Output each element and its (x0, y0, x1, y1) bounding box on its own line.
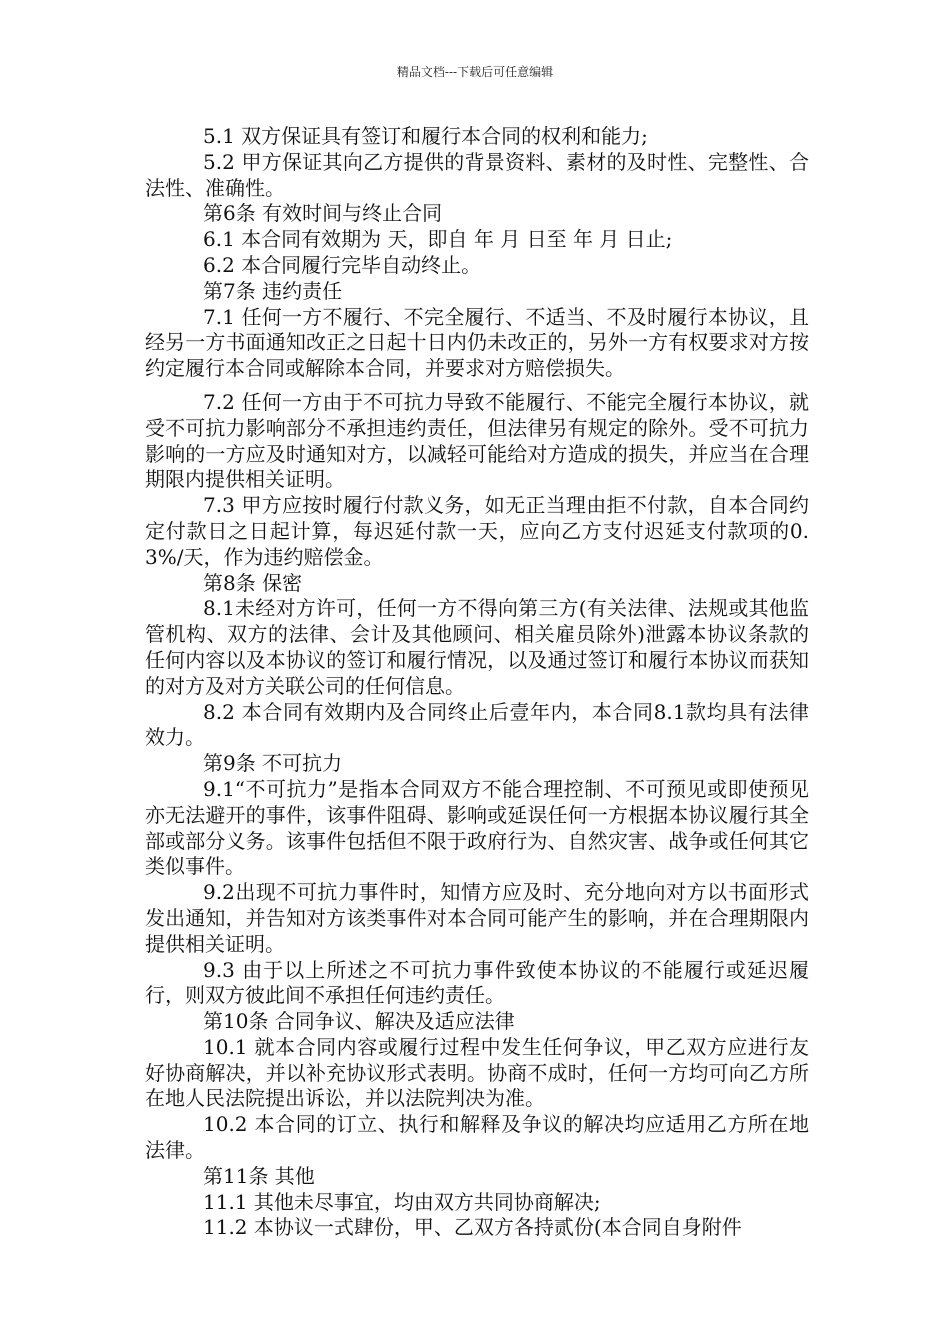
clause-6-1: 6.1 本合同有效期为 天，即自 年 月 日至 年 月 日止; (203, 227, 673, 252)
article-8-heading: 第8条 保密 (203, 570, 303, 595)
page-header: 精品文档---下载后可任意编辑 (396, 65, 554, 79)
article-7-heading: 第7条 违约责任 (203, 278, 343, 303)
clause-9-3: 9.3 由于以上所述之不可抗力事件致使本协议的不能履行或延迟履行，则双方彼此间不承担任何违约责任。 (145, 957, 809, 1008)
clause-10-1: 10.1 就本合同内容或履行过程中发生任何争议，甲乙双方应进行友好协商解决，并以补充协议形式表明。协商不成时，任何一方均可向乙方所在地人民法院提出诉讼，并以法院判决为准。 (145, 1034, 809, 1111)
clause-7-1: 7.1 任何一方不履行、不完全履行、不适当、不及时履行本协议，且经另一方书面通知改正之日起十日内仍未改正的，另外一方有权要求对方按约定履行本合同或解除本合同，并要求对方赔偿损失。 (145, 304, 809, 381)
article-11-heading: 第11条 其他 (203, 1163, 315, 1188)
article-6-heading: 第6条 有效时间与终止合同 (203, 201, 443, 226)
clause-5-1: 5.1 双方保证具有签订和履行本合同的权利和能力; (203, 124, 648, 148)
clause-8-2: 8.2 本合同有效期内及合同终止后壹年内，本合同8.1款均具有法律效力。 (145, 699, 809, 750)
article-9-heading: 第9条 不可抗力 (203, 751, 343, 776)
clause-11-1: 11.1 其他未尽事宜，均由双方共同协商解决; (203, 1189, 601, 1214)
clause-5-2: 5.2 甲方保证其向乙方提供的背景资料、素材的及时性、完整性、合法性、准确性。 (145, 149, 809, 200)
contract-body (145, 124, 809, 1241)
article-10-heading: 第10条 合同争议、解决及适应法律 (203, 1009, 515, 1034)
clause-6-2: 6.2 本合同履行完毕自动终止。 (203, 252, 482, 277)
clause-8-1: 8.1未经对方许可，任何一方不得向第三方(有关法律、法规或其他监管机构、双方的法律、会计及其他顾问、相关雇员除外)泄露本协议条款的任何内容以及本协议的签订和履行情况，以及通过签订和履行本协议而获知的对方及对方关联公司的任何信息。 (145, 596, 809, 698)
clause-11-2: 11.2 本协议一式肆份，甲、乙双方各持贰份(本合同自身附件 (203, 1215, 742, 1240)
clause-10-2: 10.2 本合同的订立、执行和解释及争议的解决均应适用乙方所在地法律。 (145, 1112, 809, 1163)
clause-9-1: 9.1“不可抗力”是指本合同双方不能合理控制、不可预见或即使预见亦无法避开的事件，该事件阻碍、影响或延误任何一方根据本协议履行其全部或部分义务。该事件包括但不限于政府行为、自然灾害、战争或任何其它类似事件。 (145, 776, 809, 879)
clause-7-2: 7.2 任何一方由于不可抗力导致不能履行、不能完全履行本协议，就受不可抗力影响部分不承担违约责任，但法律另有规定的除外。受不可抗力影响的一方应及时通知对方，以减轻可能给对方造成的损失，并应当在合理期限内提供相关证明。 (145, 389, 809, 492)
clause-9-2: 9.2出现不可抗力事件时，知情方应及时、充分地向对方以书面形式发出通知，并告知对方该类事件对本合同可能产生的影响，并在合理期限内提供相关证明。 (145, 880, 809, 956)
clause-7-3: 7.3 甲方应按时履行付款义务，如无正当理由拒不付款，自本合同约定付款日之日起计算，每迟延付款一天，应向乙方支付迟延支付款项的0.3%/天，作为违约赔偿金。 (145, 493, 809, 569)
